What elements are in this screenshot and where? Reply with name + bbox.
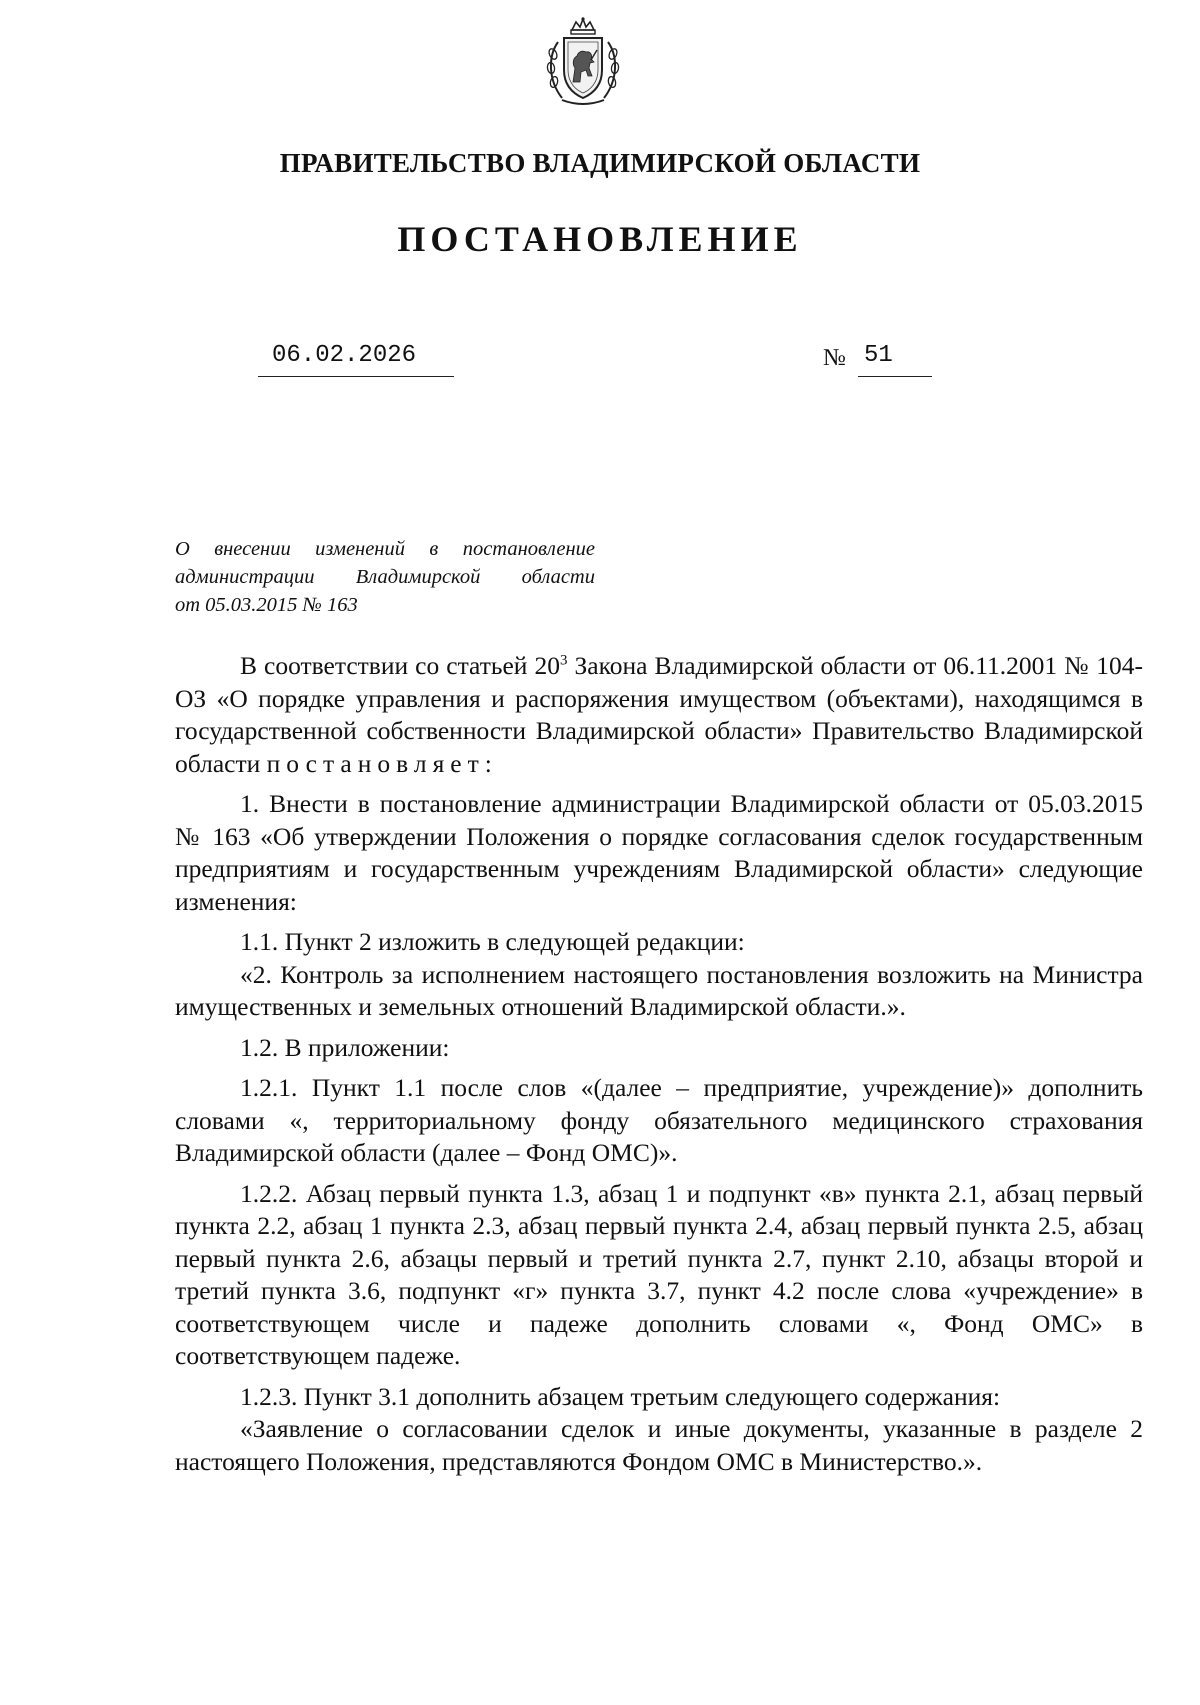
document-subject [175, 535, 595, 619]
document-date-field [258, 340, 454, 377]
body-paragraph: 1.2.3. Пункт 3.1 дополнить абзацем третьим следующего содержания: [240, 1381, 1001, 1411]
document-number: 51 [864, 342, 893, 369]
body-paragraph: 1.2. В приложении: [240, 1032, 450, 1062]
preamble-text: В соответствии со статьей 20 [240, 651, 560, 680]
document-body [175, 650, 1143, 1486]
body-paragraph-quote: «Заявление о согласовании сделок и иные документы, указанные в разделе 2 настоящего Положения, представляются Фондом ОМС в Министерство.». [175, 1414, 1143, 1476]
body-paragraph: 1.1. Пункт 2 изложить в следующей редакции: [240, 927, 745, 956]
preamble-text: Закона Владимирской области от 06.11.2001 № 104-ОЗ «О порядке управления и распоряжения имуществом (объектами), находящимся в государственной собственности Владимирской области» Правительство Владимирской области [175, 651, 1143, 778]
organization-title: ПРАВИТЕЛЬСТВО ВЛАДИМИРСКОЙ ОБЛАСТИ [279, 148, 921, 178]
document-date: 06.02.2026 [272, 342, 417, 369]
body-paragraph: 1.2.1. Пункт 1.1 после слов «(далее – предприятие, учреждение)» дополнить словами «, территориальному фонду обязательного медицинского страхования Владимирской области (далее – Фонд ОМС)». [175, 1073, 1143, 1167]
document-number-field [858, 340, 932, 377]
body-paragraph-quote: «2. Контроль за исполнением настоящего постановления возложить на Министра имущественных и земельных отношений Владимирской области.». [175, 959, 1143, 1021]
coat-of-arms-icon [542, 16, 624, 108]
subject-line: О внесении изменений в постановление [175, 538, 595, 560]
resolves-word: постановляет: [266, 748, 498, 778]
subject-line: от 05.03.2015 № 163 [175, 594, 358, 616]
article-superscript: 3 [559, 652, 568, 669]
number-label: № [823, 345, 846, 371]
body-paragraph-preamble [175, 650, 1143, 780]
document-type-title: ПОСТАНОВЛЕНИЕ [397, 219, 803, 259]
body-paragraph: 1.2.2. Абзац первый пункта 1.3, абзац 1 и подпункт «в» пункта 2.1, абзац первый пункта 2.2, абзац 1 пункта 2.3, абзац первый пункта 2.4, абзац первый пункта 2.5, абзац первый пункта 2.6, абзацы первый и третий пункта 2.7, пункт 2.10, абзацы второй и третий пункта 3.6, подпункт «г» пункта 3.7, пункт 4.2 после слова «учреждение» в соответствующем числе и падеже дополнить словами «, Фонд ОМС» в соответствующем падеже. [175, 1178, 1143, 1370]
body-paragraph: 1. Внести в постановление администрации Владимирской области от 05.03.2015 № 163 «Об утверждении Положения о порядке согласования сделок государственным предприятиям и государственным учреждениям Владимирской области» следующие изменения: [175, 789, 1143, 916]
subject-line: администрации Владимирской области [175, 566, 595, 588]
